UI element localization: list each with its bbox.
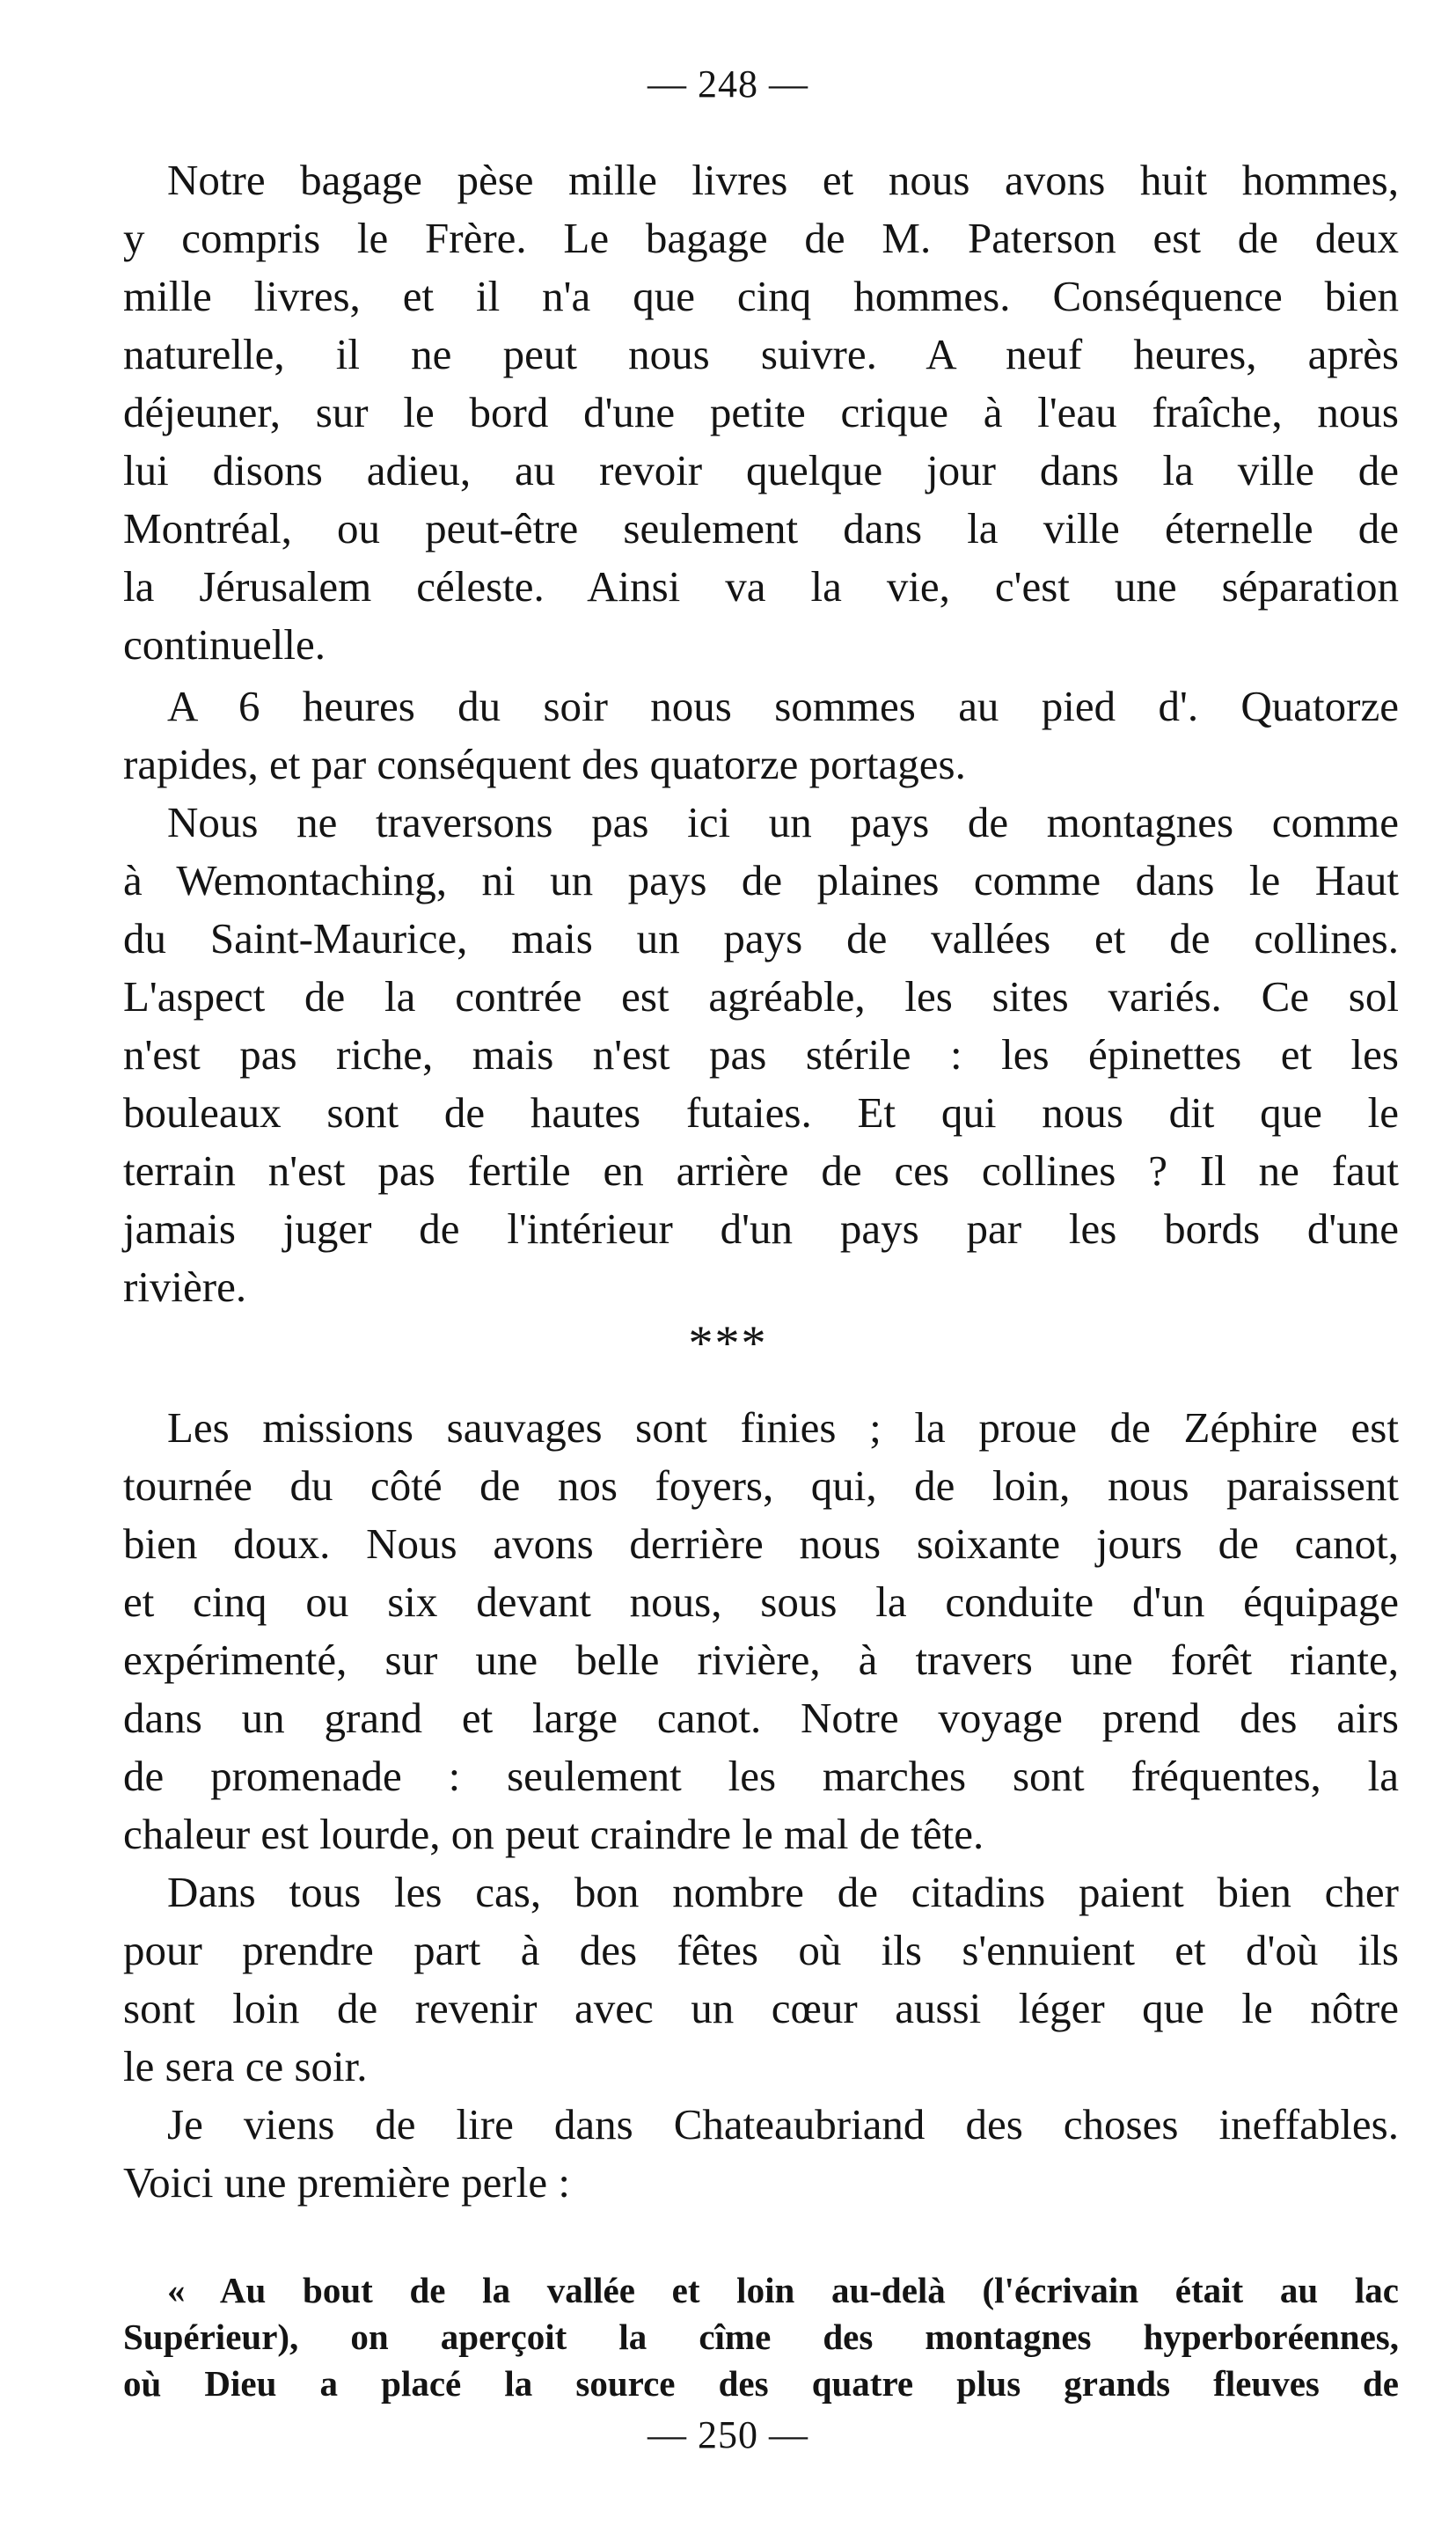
text-line: naturelle, il ne peut nous suivre. A neuf heures, après (123, 330, 1399, 378)
text-line: chaleur est lourde, on peut craindre le mal de tête. (123, 1810, 984, 1858)
text-line: rivière. (123, 1263, 247, 1311)
text-line: jamais juger de l'intérieur d'un pays par les bords d'une (123, 1204, 1399, 1253)
text-line: tournée du côté de nos foyers, qui, de loin, nous paraissent (123, 1461, 1399, 1510)
text-line: dans un grand et large canot. Notre voyage prend des airs (123, 1694, 1399, 1742)
section-break: *** (688, 1316, 768, 1371)
paragraph-quatorze-rapides (123, 677, 1399, 794)
text-line: Montréal, ou peut-être seulement dans la ville éternelle de (123, 504, 1399, 553)
text-line: déjeuner, sur le bord d'une petite crique à l'eau fraîche, nous (123, 388, 1399, 436)
text-line: Dans tous les cas, bon nombre de citadins paient bien cher (167, 1868, 1399, 1916)
text-line: à Wemontaching, ni un pays de plaines comme dans le Haut (123, 856, 1399, 904)
page-number-footer: — 250 — (648, 2413, 808, 2456)
quote-line: « Au bout de la vallée et loin au-delà (l'écrivain était au lac (167, 2270, 1399, 2310)
text-line: le sera ce soir. (123, 2042, 368, 2090)
page-number-header: — 248 — (648, 62, 808, 106)
text-line: A 6 heures du soir nous sommes au pied d'. Quatorze (167, 682, 1399, 730)
paragraph-bagage (123, 151, 1399, 674)
text-line: Nous ne traversons pas ici un pays de montagnes comme (167, 798, 1399, 846)
section-rapides (123, 677, 1399, 1316)
quote-line: où Dieu a placé la source des quatre plus grands fleuves de (123, 2363, 1399, 2404)
text-line: du Saint-Maurice, mais un pays de vallées et de collines. (123, 914, 1399, 963)
quote-line: Supérieur), on aperçoit la cîme des montagnes hyperboréennes, (123, 2317, 1399, 2357)
text-line: terrain n'est pas fertile en arrière de ces collines ? Il ne faut (123, 1146, 1399, 1195)
text-line: Les missions sauvages sont finies ; la proue de Zéphire est (167, 1403, 1399, 1452)
text-line: Je viens de lire dans Chateaubriand des choses ineffables. (167, 2100, 1399, 2148)
text-line: pour prendre part à des fêtes où ils s'ennuient et d'où ils (123, 1926, 1399, 1974)
text-line: L'aspect de la contrée est agréable, les sites variés. Ce sol (123, 972, 1399, 1021)
text-line: lui disons adieu, au revoir quelque jour dans la ville de (123, 446, 1399, 494)
text-line: expérimenté, sur une belle rivière, à travers une forêt riante, (123, 1636, 1399, 1684)
text-line: rapides, et par conséquent des quatorze portages. (123, 740, 966, 788)
text-line: et cinq ou six devant nous, sous la conduite d'un équipage (123, 1577, 1399, 1626)
text-line: Voici une première perle : (123, 2158, 570, 2207)
text-line: sont loin de revenir avec un cœur aussi léger que le nôtre (123, 1984, 1399, 2032)
paragraph-missions (123, 1399, 1399, 1863)
text-line: mille livres, et il n'a que cinq hommes. Conséquence bien (123, 272, 1399, 320)
text-line: la Jérusalem céleste. Ainsi va la vie, c'est une séparation (123, 562, 1399, 611)
text-line: bien doux. Nous avons derrière nous soixante jours de canot, (123, 1519, 1399, 1568)
text-line: de promenade : seulement les marches sont fréquentes, la (123, 1752, 1399, 1800)
section-missions (123, 1399, 1399, 2212)
paragraph-pays (123, 794, 1399, 1316)
quotation-block (123, 2267, 1399, 2407)
text-line: y compris le Frère. Le bagage de M. Paterson est de deux (123, 214, 1399, 262)
paragraph-chateaubriand (123, 2096, 1399, 2212)
paragraph-citadins (123, 1863, 1399, 2096)
text-line: continuelle. (123, 620, 326, 669)
text-line: bouleaux sont de hautes futaies. Et qui nous dit que le (123, 1088, 1399, 1137)
text-line: n'est pas riche, mais n'est pas stérile : les épinettes et les (123, 1030, 1399, 1079)
text-line: Notre bagage pèse mille livres et nous avons huit hommes, (167, 156, 1399, 204)
